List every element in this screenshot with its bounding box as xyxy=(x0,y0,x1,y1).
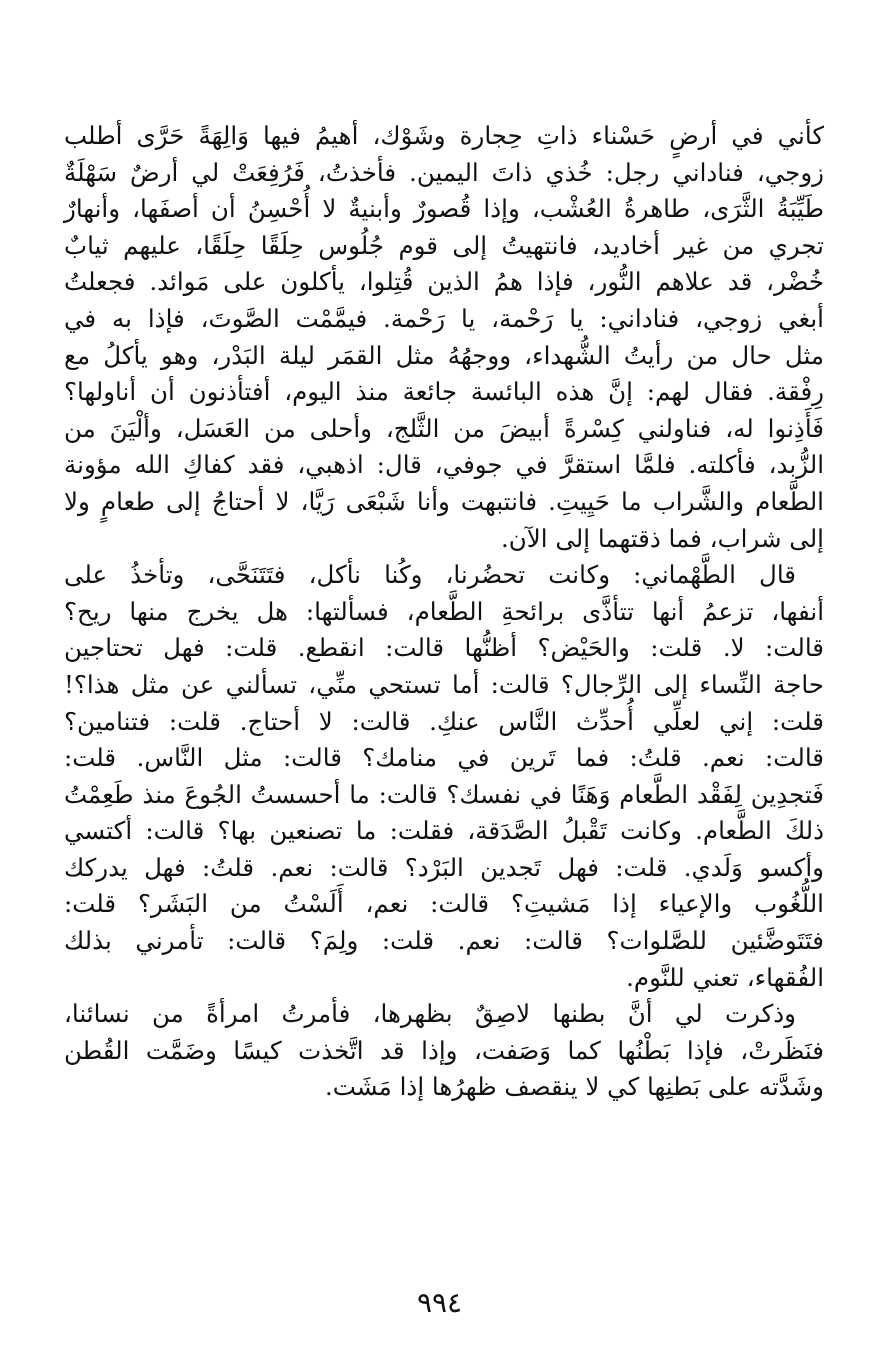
text-line: قالت: نعم. قلتُ: فما تَرين في منامك؟ قالت: مثل النَّاس. قلت: xyxy=(64,743,824,773)
text-line: حاجة النِّساء إلى الرِّجال؟ قالت: أما تستحي منِّي، تسألني عن مثل هذا؟! xyxy=(64,669,824,699)
text-line: وشَدَّته على بَطنِها كي لا ينقصف ظهرُها إذا مَشَت. xyxy=(324,1072,824,1102)
text-line: ذلكَ الطَّعام. وكانت تَقْبلُ الصَّدَقة، فقلت: ما تصنعين بها؟ قالت: أكتسي xyxy=(64,816,824,846)
text-line: فنَظَرتْ، فإذا بَطْنُها كما وَصَفت، وإذا قد اتَّخذت كيسًا وضَمَّت القُطن xyxy=(64,1035,824,1065)
text-line: وأكسو وَلَدي. قلت: فهل تَجدين البَرْد؟ قالت: نعم. قلتُ: فهل يدركك xyxy=(64,852,824,882)
text-line: إلى شراب، فما ذقتهما إلى الآن. xyxy=(501,523,824,553)
text-line: فتَتَوضَّئين للصَّلوات؟ قالت: نعم. قلت: ولِمَ؟ قالت: تأمرني بذلك xyxy=(64,926,824,956)
text-line: مثل حال من رأيتُ الشُّهداء، ووجهُهُ مثل القمَر ليلة البَدْر، وهو يأكلُ مع xyxy=(64,340,824,370)
text-line: قلت: إني لعلِّي أُحدِّث النَّاس عنكِ. قالت: لا أحتاج. قلت: فتنامين؟ xyxy=(64,706,824,736)
text-line: أبغي زوجي، فناداني: يا رَحْمة، يا رَحْمة. فيمَّمْت الصَّوتَ، فإذا به في xyxy=(64,303,824,333)
body-text xyxy=(64,118,824,1106)
text-line: الطَّعام والشَّراب ما حَيِيتِ. فانتبهت وأنا شَبْعَى رَيَّا، لا أحتاجُ إلى طعامٍ ولا xyxy=(64,486,824,516)
text-line: قالت: لا. قلت: والحَيْض؟ أظنُّها قالت: انقطع. قلت: فهل تحتاجين xyxy=(64,633,824,663)
text-line: طَيِّبَةُ الثَّرَى، طاهرةُ العُشْب، وإذا قُصورٌ وأبنيةٌ لا أُحْسِنُ أن أصفَها، وأنهارٌ xyxy=(64,194,824,224)
text-line: تجري من غير أخاديد، فانتهيتُ إلى قوم جُلُوس حِلَقًا حِلَقًا، عليهم ثيابٌ xyxy=(64,230,824,260)
text-line: الفُقهاء، تعني للنَّوم. xyxy=(626,962,824,992)
text-line: أنفها، تزعمُ أنها تتأذَّى برائحةِ الطَّعام، فسألتها: هل يخرج منها ريح؟ xyxy=(64,596,824,626)
paragraph-2 xyxy=(64,557,824,996)
text-line: قال الطَّهْماني: وكانت تحضُرنا، وكُنا نأكل، فتَتَنَحَّى، وتأخذُ على xyxy=(64,560,796,590)
page-number: ٩٩٤ xyxy=(416,1286,463,1319)
text-line: اللُّغُوب والإعياء إذا مَشيتِ؟ قالت: نعم، أَلَسْتُ من البَشَر؟ قلت: xyxy=(64,889,824,919)
text-line: فَأَذِنوا له، فناولني كِسْرةً أبيضَ من الثَّلج، وأحلى من العَسَل، وألْيَنَ من xyxy=(64,413,824,443)
paragraph-3 xyxy=(64,996,824,1106)
text-line: وذكرت لي أنَّ بطنها لاصِقٌ بظهرها، فأمرتُ امرأةً من نسائنا، xyxy=(64,999,796,1029)
text-line: فَتجدِين لِفَقْد الطَّعام وَهَنًا في نفسك؟ قالت: ما أحسستُ الجُوعَ منذ طَعِمْتُ xyxy=(64,779,824,809)
text-line: كأني في أرضٍ حَسْناء ذاتِ حِجارة وشَوْك، أهيمُ فيها وَالِهَةً حَرَّى أطلب xyxy=(64,121,824,150)
text-line: خُضْر، قد علاهم النُّور، فإذا همُ الذين قُتِلوا، يأكلون على مَوائد. فجعلتُ xyxy=(64,267,824,297)
text-line: رِفْقة. فقال لهم: إنَّ هذه البائسة جائعة منذ اليوم، أفتأذنون أن أناولها؟ xyxy=(64,377,824,407)
paragraph-1 xyxy=(64,118,824,557)
text-line: زوجي، فناداني رجل: خُذي ذاتَ اليمين. فأخذتُ، فَرُفِعَتْ لي أرضٌ سَهْلَةٌ xyxy=(64,157,824,187)
text-line: الزُّبد، فأكلته. فلمَّا استقرَّ في جوفي، قال: اذهبي، فقد كفاكِ الله مؤونة xyxy=(64,450,824,480)
